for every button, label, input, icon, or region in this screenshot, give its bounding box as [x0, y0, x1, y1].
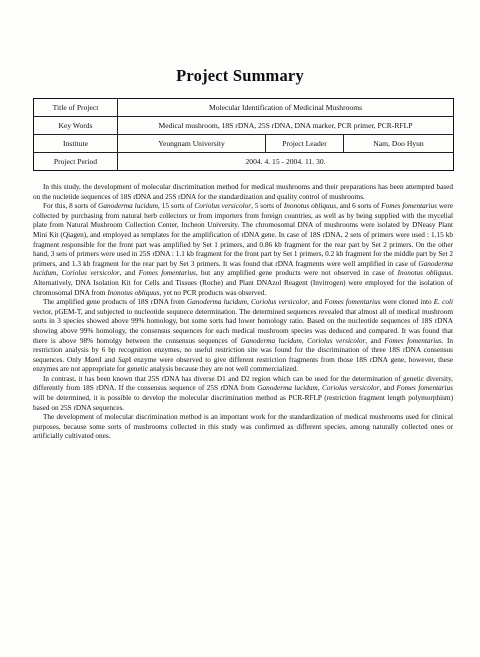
- species-name: Ganoderma lucidum, Coriolus versicolor: [240, 336, 366, 345]
- species-name: Fomes fomentarius: [138, 269, 196, 278]
- row-period: [34, 153, 454, 171]
- species-name: Ganoderma lucidum, Coriolus versicolor: [257, 384, 380, 393]
- species-name: Fomes fomentarius: [381, 202, 437, 211]
- species-name: Fomes fomentarius: [324, 298, 381, 307]
- period-value: 2004. 4. 15 - 2004. 11. 30.: [118, 153, 454, 171]
- species-name: Sap: [117, 355, 129, 364]
- row-institute: [34, 135, 454, 153]
- species-name: Mam: [84, 355, 100, 364]
- row-title: [34, 99, 454, 117]
- species-name: Inonotus obliquus: [397, 269, 452, 278]
- summary-paragraph-3: The amplified gene products of 18S rDNA from Ganoderma lucidum, Coriolus versicolor, and Fomes fomentarius were cloned into E. coli vector, pGEM-T, and subjected to nucleotide sequnece determination. The determined sequences revealed that almost all of medical mushroom sorts in 3 species showed above 99% homology, but some sorts had lower homology ratio. Based on the nucleotide sequences of 18S rDNA showing above 99% homology, the consensus sequences for each medical mushroom species was deduced and compared. It was found that there is above 98% homolgy between the consensus sequences of Ganoderma lucidum, Coriolus versicolor, and Fomes fomentarius. In restriction analysis by 6 bp recognition enzymes, no useful restriction site was found for the discrimination of three 18S rDNA consensus sequences. Only MamI and SapI enzyme were observed to give different restriction fragments from those 18S rDNA gene, however, these enzymes are not appropriate for genetic analysis because they are not well commercialized.: [33, 298, 453, 374]
- species-name: Ganoderma lucidum: [98, 202, 159, 211]
- summary-paragraph-1: In this study, the development of molecular discrimination method for medical mushrooms and their preparations has been attempted based on the nucletide sequences of 18S rDNA and 25S rDNA for the standardization and quality control of mushrooms.: [33, 183, 453, 201]
- institute-value: Yeungnam University: [118, 135, 266, 153]
- summary-paragraph-4: In contrast, it has been known that 25S rDNA has diverse D1 and D2 region which can be used for the determination of genetic diversity, differently from 18S rDNA. If the consensus sequence of 25S rDNA from Ganoderma lucidum, Coriolus versicolor, and Fomes fomentarius will be determined, it is possible to develop the molecular discrimination method as PCR-RFLP (restriction fragment length polymorphism) based on 25S rDNA sequences.: [33, 374, 453, 412]
- species-name: Fomes fomentarius: [396, 384, 453, 393]
- species-name: Fomes fomentarius: [384, 336, 442, 345]
- species-name: Inonotus obliquus: [107, 288, 160, 297]
- summary-paragraph-2: For this, 8 sorts of Ganoderma lucidum, 15 sorts of Coriolus versicolor, 5 sorts of Inonotus obliquus, and 6 sorts of Fomes fomentarius were collected by purchasing from natural herb collectors or from importers from foreign countries, as well as by being supplied with the mycelial plate from Natural Mushroom Collection Center, Incheon University. The chromosomal DNA of mushrooms were isolated by DNeasy Plant Mini Kit (Qiagen), and employed as templates for the amplification of rDNA gene. In case of 18S rDNA, 2 sets of primers were used : 1.15 kb fragment responsible for the front part was amplified by Set 1 primers, and 0.86 kb fragment for the rear part by Set 2 primers. On the other hand, 3 sets of primers were used in 25S rDNA : 1.1 kb fragment for the front part by Set 1 primers, 0.2 kb fragment for the middle part by Set 2 primers, and 1.3 kb fragment for the rear part by Set 3 primers. It was found that rDNA fragments were well amplified in case of Ganoderma lucidum, Coriolus versicolor, and Fomes fomentarius, but any amplified gene products were not observed in case of Inonotus obliquus. Alternatively, DNA Isolation Kit for Cells and Tissues (Roche) and Plant DNAzol Reagent (Invitrogen) were employed for the isolation of chromosomal DNA from Inonotus obliquus, yet no PCR products was observed.: [33, 202, 454, 297]
- species-name: Ganoderma lucidum, Coriolus versicolor: [33, 259, 453, 278]
- title-label: Title of Project: [34, 99, 118, 117]
- title-value: Molecular Identification of Medicinal Mushrooms: [118, 99, 454, 117]
- species-name: Coriolus versicolor: [194, 202, 252, 211]
- keywords-label: Key Words: [34, 117, 118, 135]
- page-title: Project Summary: [176, 66, 304, 85]
- keywords-value: Medical mushroom, 18S rDNA, 25S rDNA, DNA marker, PCR primer, PCR-RFLP: [118, 117, 454, 135]
- species-name: Inonotus obliquus: [283, 202, 337, 211]
- summary-paragraph-5: The development of molecular discrimination method is an important work for the standardization of medical mushrooms used for clinical purposes, because some sorts of mushrooms collected in this study was confirmed as different species, among naturally collected ones or artificially cultivated ones.: [33, 413, 453, 441]
- leader-value: Nam, Doo Hyun: [344, 135, 454, 153]
- row-keywords: [34, 117, 454, 135]
- species-name: Ganoderma lucidum, Coriolus versicolor: [186, 298, 308, 307]
- leader-label: Project Leader: [266, 135, 344, 153]
- period-label: Project Period: [34, 153, 118, 171]
- institute-label: Institute: [34, 135, 118, 153]
- species-name: E. coli: [433, 298, 453, 307]
- project-info-table: [33, 98, 454, 171]
- summary-body: [33, 183, 453, 442]
